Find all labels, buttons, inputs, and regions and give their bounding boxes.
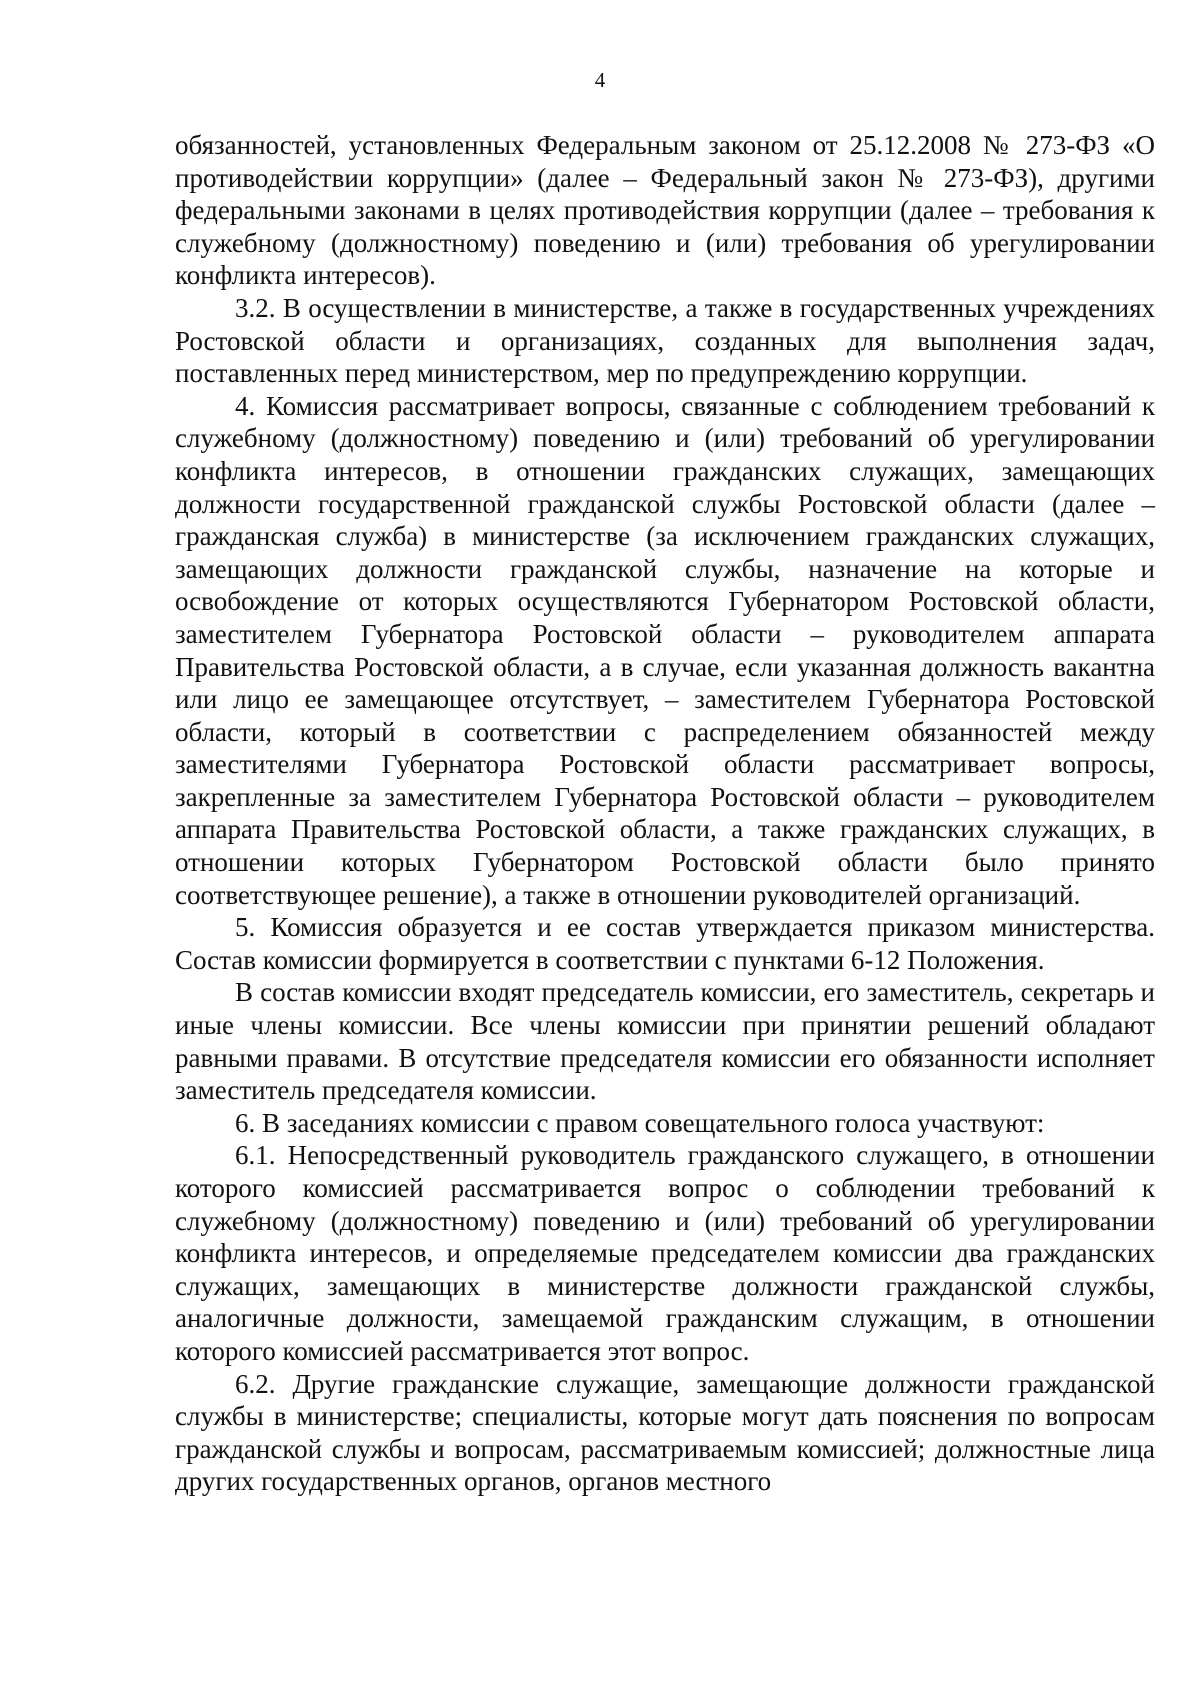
paragraph: 3.2. В осуществлении в министерстве, а также в государственных учреждениях Ростовской области и организациях, созданных для выполнения задач, поставленных перед министерством, мер по предупреждению коррупции. <box>175 292 1155 389</box>
paragraph: 6. В заседаниях комиссии с правом совещательного голоса участвуют: <box>235 1107 1045 1138</box>
paragraph: 4. Комиссия рассматривает вопросы, связанные с соблюдением требований к служебному (должностному) поведению и (или) требований об урегулировании конфликта интересов, в отношении гражданских служащих, замещающих должности государственной гражданской службы Ростовской области (далее – гражданская служба) в министерстве (за исключением гражданских служащих, замещающих должности гражданской службы, назначение на которые и освобождение от которых осуществляются Губернатором Ростовской области, заместителем Губернатора Ростовской области – руководителем аппарата Правительства Ростовской области, а в случае, если указанная должность вакантна или лицо ее замещающее отсутствует, – заместителем Губернатора Ростовской области, который в соответствии с распределением обязанностей между заместителями Губернатора Ростовской области рассматривает вопросы, закрепленные за заместителем Губернатора Ростовской области – руководителем аппарата Правительства Ростовской области, а также гражданских служащих, в отношении которых Губернатором Ростовской области было принято соответствующее решение), а также в отношении руководителей организаций. <box>175 390 1155 910</box>
page-number: 4 <box>594 68 606 92</box>
paragraph: 6.2. Другие гражданские служащие, замещающие должности гражданской службы в министерстве; специалисты, которые могут дать пояснения по вопросам гражданской службы и вопросам, рассматриваемым комиссией; должностные лица других государственных органов, органов местного <box>175 1368 1155 1497</box>
paragraph: В состав комиссии входят председатель комиссии, его заместитель, секретарь и иные члены комиссии. Все члены комиссии при принятии решений обладают равными правами. В отсутствие председателя комиссии его обязанности исполняет заместитель председателя комиссии. <box>175 977 1155 1106</box>
paragraph: обязанностей, установленных Федеральным законом от 25.12.2008 № 273-ФЗ «О противодействии коррупции» (далее – Федеральный закон № 273-ФЗ), другими федеральными законами в целях противодействия коррупции (далее – требования к служебному (должностному) поведению и (или) требования об урегулировании конфликта интересов). <box>175 130 1155 291</box>
paragraph: 6.1. Непосредственный руководитель гражданского служащего, в отношении которого комиссией рассматривается вопрос о соблюдении требований к служебному (должностному) поведению и (или) требований об урегулировании конфликта интересов, и определяемые председателем комиссии два гражданских служащих, замещающих в министерстве должности гражданской службы, аналогичные должности, замещаемой гражданским служащим, в отношении которого комиссией рассматривается этот вопрос. <box>175 1140 1155 1366</box>
document-body <box>175 129 1155 1498</box>
paragraph: 5. Комиссия образуется и ее состав утверждается приказом министерства. Состав комиссии формируется в соответствии с пунктами 6-12 Положения. <box>175 912 1155 975</box>
